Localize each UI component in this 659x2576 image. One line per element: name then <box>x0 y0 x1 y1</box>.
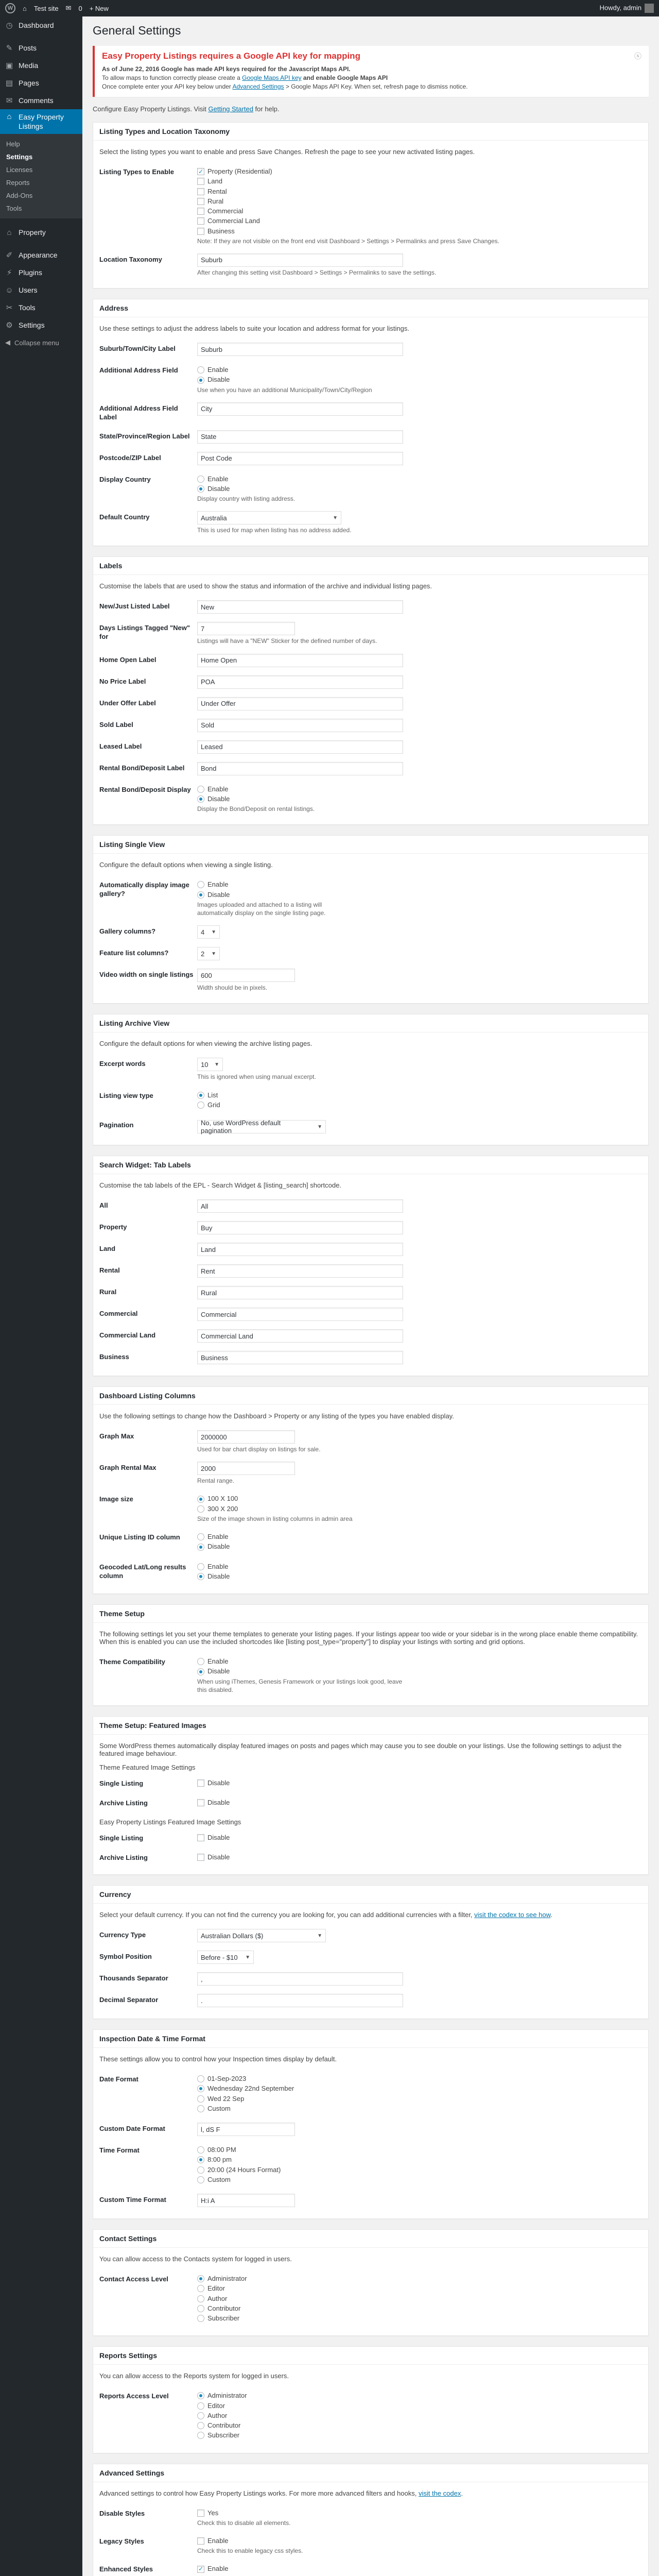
menu-dashboard[interactable] <box>0 16 82 34</box>
menu-label: Media <box>19 61 39 70</box>
wrench-icon: ✂ <box>6 303 13 313</box>
contact-access-radio[interactable]: Administrator <box>197 2275 642 2283</box>
menu-label: Users <box>19 286 38 295</box>
date-format-radio[interactable]: Wed 22 Sep <box>197 2095 642 2103</box>
date-format-radio[interactable]: Wednesday 22nd September <box>197 2084 642 2093</box>
menu-settings[interactable] <box>0 316 82 334</box>
gallery-enable-radio[interactable]: Enable <box>197 880 642 889</box>
section-description: You can allow access to the Contacts system for logged in users. <box>99 2255 292 2263</box>
field-label: Custom Date Format <box>99 2125 165 2133</box>
chevron-down-icon: ▼ <box>214 1061 219 1067</box>
notice-title: Easy Property Listings requires a Google API key for mapping <box>102 51 360 61</box>
section-title: Address <box>93 299 648 317</box>
field-label: Feature list columns? <box>99 949 169 957</box>
menu-easy-property-listings[interactable] <box>0 109 82 134</box>
section-title: Advanced Settings <box>93 2464 648 2482</box>
section-title: Currency <box>93 1886 648 1904</box>
unique-id-enable-radio[interactable]: Enable <box>197 1533 642 1541</box>
section-description: Some WordPress themes automatically display featured images on posts and pages which may cause you to see double on your listings. Use the following settings to adjust the featured image behaviour. <box>99 1742 622 1758</box>
sold-label-input[interactable]: Sold <box>197 719 403 732</box>
wordpress-logo-icon[interactable]: W <box>5 3 15 13</box>
menu-label: Easy Property Listings <box>19 113 64 131</box>
admin-sidebar <box>0 16 82 2576</box>
field-label: Home Open Label <box>99 655 157 664</box>
suburb-label-input[interactable]: Suburb <box>197 343 403 356</box>
chevron-down-icon: ▼ <box>317 1124 322 1130</box>
field-label: Disable Styles <box>99 2509 145 2517</box>
section-title: Listing Archive View <box>93 1014 648 1032</box>
field-hint: Check this to disable all elements. <box>197 2519 291 2527</box>
site-name-link[interactable]: Test site <box>33 4 59 12</box>
reports-access-radio[interactable]: Contributor <box>197 2421 642 2430</box>
field-label: Thousands Separator <box>99 1974 168 1982</box>
display-country-disable-radio[interactable]: Disable <box>197 485 642 493</box>
greeting-text: Howdy, admin <box>599 4 641 12</box>
menu-label: Appearance <box>19 251 58 260</box>
field-label: Rental <box>99 1266 120 1275</box>
menu-appearance[interactable] <box>0 246 82 264</box>
google-api-key-link[interactable]: Google Maps API key <box>242 74 302 81</box>
submenu-reports[interactable]: Reports <box>6 179 30 187</box>
main-content <box>93 16 649 2576</box>
menu-label: Property <box>19 228 46 237</box>
symbol-position-select[interactable]: Before - $10 ▼ <box>197 1951 254 1964</box>
field-label: Single Listing <box>99 1780 144 1788</box>
tab-commercial-input[interactable]: Commercial <box>197 1308 403 1321</box>
field-label: No Price Label <box>99 677 146 685</box>
home-icon: ⌂ <box>7 112 12 121</box>
menu-label: Dashboard <box>19 21 54 29</box>
menu-users[interactable] <box>0 281 82 299</box>
enhanced-styles-checkbox[interactable]: ✓ Enable <box>198 2565 229 2573</box>
field-label: Leased Label <box>99 742 142 750</box>
field-label: Postcode/ZIP Label <box>99 453 161 462</box>
section-title: Theme Setup: Featured Images <box>93 1717 648 1735</box>
admin-bar <box>0 0 659 16</box>
field-label: Under Offer Label <box>99 699 156 707</box>
bond-label-input[interactable]: Bond <box>197 762 403 775</box>
field-label: Currency Type <box>99 1931 146 1939</box>
section-single-view <box>93 835 649 1004</box>
pagination-select[interactable]: No, use WordPress default pagination ▼ <box>197 1120 326 1133</box>
field-label: Automatically display image gallery? <box>99 881 189 898</box>
field-label: Geocoded Lat/Long results column <box>99 1563 186 1580</box>
custom-time-format-input[interactable]: H:i A <box>197 2194 295 2207</box>
field-label: Rental Bond/Deposit Display <box>99 785 191 793</box>
additional-address-disable-radio[interactable]: Disable <box>197 376 642 384</box>
field-label: State/Province/Region Label <box>99 432 190 440</box>
reports-access-radio[interactable]: Administrator <box>197 2392 642 2400</box>
section-theme-setup <box>93 1604 649 1706</box>
time-format-radio[interactable]: 8:00 pm <box>197 2156 642 2164</box>
field-label: Days Listings Tagged "New" for <box>99 624 190 641</box>
currency-type-select[interactable]: Australian Dollars ($) ▼ <box>197 1929 326 1942</box>
gallery-columns-select[interactable]: 4 ▼ <box>197 925 220 939</box>
collapse-label: Collapse menu <box>14 338 59 347</box>
field-label: Sold Label <box>99 720 133 728</box>
menu-tools[interactable] <box>0 299 82 316</box>
field-label: Listing Types to Enable <box>99 168 174 176</box>
type-land-checkbox[interactable]: Land <box>197 177 642 185</box>
date-format-radio[interactable]: Custom <box>197 2105 642 2113</box>
field-hint: This is used for map when listing has no address added. <box>197 527 352 534</box>
field-label: Date Format <box>99 2075 138 2083</box>
decimal-separator-input[interactable]: . <box>197 1994 403 2007</box>
menu-label: Settings <box>19 321 45 330</box>
field-label: Pagination <box>99 1121 134 1129</box>
section-description: Configure the default options for when viewing the archive listing pages. <box>99 1040 313 1048</box>
field-label: Additional Address Field Label <box>99 404 178 421</box>
reports-access-radio[interactable]: Subscriber <box>197 2431 642 2439</box>
avatar <box>645 4 654 13</box>
menu-label: Posts <box>19 44 37 52</box>
type-business-checkbox[interactable]: Business <box>197 227 642 235</box>
bond-display-enable-radio[interactable]: Enable <box>197 785 642 793</box>
chevron-down-icon: ▼ <box>211 929 216 935</box>
section-currency <box>93 1885 649 2019</box>
section-labels <box>93 556 649 825</box>
submenu-add-ons[interactable]: Add-Ons <box>6 192 33 200</box>
field-label: Video width on single listings <box>99 971 194 979</box>
media-icon: ▣ <box>5 61 13 70</box>
field-label: Default Country <box>99 513 150 521</box>
epl-single-disable-checkbox[interactable]: Disable <box>197 1834 642 1842</box>
field-label: Time Format <box>99 2146 140 2155</box>
field-label: Excerpt words <box>99 1060 146 1068</box>
field-label: Suburb/Town/City Label <box>99 345 176 353</box>
plugin-submenu <box>0 134 82 218</box>
excerpt-words-select[interactable]: 10 ▼ <box>197 1058 223 1071</box>
display-country-enable-radio[interactable]: Enable <box>197 475 642 483</box>
chevron-down-icon: ▼ <box>211 951 216 957</box>
plugin-icon: ⚡ <box>6 268 12 278</box>
field-hint: After changing this setting visit Dashboard > Settings > Permalinks to save the settings. <box>197 268 437 276</box>
bond-display-disable-radio[interactable]: Disable <box>197 795 642 803</box>
section-title: Labels <box>93 557 648 575</box>
contact-access-radio[interactable]: Editor <box>197 2284 642 2293</box>
field-label: Display Country <box>99 475 151 483</box>
codex-link[interactable]: visit the codex <box>418 2489 461 2497</box>
graph-rental-max-input[interactable]: 2000 <box>197 1462 295 1475</box>
collapse-icon: ◀ <box>5 338 10 347</box>
contact-access-radio[interactable]: Contributor <box>197 2304 642 2313</box>
gallery-disable-radio[interactable]: Disable <box>197 891 642 899</box>
intro-text: Configure Easy Property Listings. Visit Getting Started for help. <box>93 105 280 113</box>
additional-address-enable-radio[interactable]: Enable <box>197 366 642 374</box>
theme-single-disable-checkbox[interactable]: Disable <box>197 1779 642 1787</box>
image-size-large-radio[interactable]: 300 X 200 <box>197 1505 642 1513</box>
field-label: Legacy Styles <box>99 2537 144 2545</box>
menu-label: Pages <box>19 79 39 87</box>
section-description: These settings allow you to control how your Inspection times display by default. <box>99 2055 337 2063</box>
under-offer-label-input[interactable]: Under Offer <box>197 697 403 710</box>
pin-icon: ✎ <box>6 44 13 53</box>
default-country-select[interactable]: Australia ▼ <box>197 511 341 524</box>
field-label: Rural <box>99 1288 117 1296</box>
comment-icon: ✉ <box>6 96 13 105</box>
advanced-settings-link[interactable]: Advanced Settings <box>232 83 284 90</box>
menu-plugins[interactable] <box>0 264 82 281</box>
custom-date-format-input[interactable]: l, dS F <box>197 2123 295 2136</box>
field-label: Gallery columns? <box>99 927 156 936</box>
chevron-down-icon: ▼ <box>333 515 338 521</box>
section-listing-types <box>93 122 649 289</box>
section-contact-settings <box>93 2229 649 2336</box>
epl-archive-disable-checkbox[interactable]: Disable <box>197 1853 642 1861</box>
field-label: Custom Time Format <box>99 2196 166 2204</box>
section-description: Use the following settings to change how the Dashboard > Property or any listing of the types you have enabled display. <box>99 1412 454 1420</box>
leased-label-input[interactable]: Leased <box>197 740 403 754</box>
field-label: Symbol Position <box>99 1953 152 1961</box>
section-featured-images <box>93 1716 649 1875</box>
section-title: Reports Settings <box>93 2347 648 2365</box>
field-label: Property <box>99 1223 127 1231</box>
home-icon: ⌂ <box>23 4 27 12</box>
section-search-tabs <box>93 1156 649 1376</box>
submenu-tools[interactable]: Tools <box>6 205 22 213</box>
field-label: Location Taxonomy <box>99 255 162 263</box>
disable-styles-checkbox[interactable]: Yes <box>197 2509 642 2517</box>
submenu-licenses[interactable]: Licenses <box>6 166 33 174</box>
field-label: Archive Listing <box>99 1853 148 1861</box>
menu-label: Plugins <box>19 268 42 277</box>
api-key-notice <box>93 46 649 97</box>
new-days-input[interactable]: 7 <box>197 622 295 635</box>
menu-pages[interactable] <box>0 74 82 92</box>
date-format-radio[interactable]: 01-Sep-2023 <box>197 2075 642 2083</box>
tab-rural-input[interactable]: Rural <box>197 1286 403 1299</box>
chevron-down-icon: ▼ <box>245 1954 250 1960</box>
field-hint: Note: If they are not visible on the front end visit Dashboard > Settings > Permalinks and press Save Changes. <box>197 237 499 245</box>
section-title: Listing Single View <box>93 836 648 854</box>
field-label: Single Listing <box>99 1834 144 1842</box>
field-label: Contact Access Level <box>99 2275 168 2283</box>
type-rental-checkbox[interactable]: Rental <box>197 188 642 196</box>
field-label: Graph Rental Max <box>99 1464 157 1472</box>
time-format-radio[interactable]: Custom <box>197 2176 642 2184</box>
state-label-input[interactable]: State <box>197 430 403 444</box>
section-dashboard-columns <box>93 1386 649 1594</box>
view-grid-radio[interactable]: Grid <box>197 1101 642 1109</box>
subheading: Theme Featured Image Settings <box>99 1764 196 1772</box>
menu-comments[interactable] <box>0 92 82 109</box>
section-title: Dashboard Listing Columns <box>93 1387 648 1405</box>
field-label: Enhanced Styles <box>99 2565 153 2573</box>
postcode-label-input[interactable]: Post Code <box>197 452 403 465</box>
field-hint: Check this to enable legacy css styles. <box>197 2547 303 2555</box>
image-size-small-radio[interactable]: 100 X 100 <box>197 1495 642 1503</box>
graph-max-input[interactable]: 2000000 <box>197 1430 295 1444</box>
tab-commercial-land-input[interactable]: Commercial Land <box>197 1329 403 1343</box>
notice-line: Once complete enter your API key below under Advanced Settings > Google Maps API Key. When set, refresh page to dismiss notice. <box>102 83 468 90</box>
field-label: Rental Bond/Deposit Label <box>99 764 185 772</box>
field-hint: Used for bar chart display on listings for sale. <box>197 1446 321 1453</box>
notice-line: As of June 22, 2016 Google has made API keys required for the Javascript Maps API. <box>102 65 351 73</box>
section-archive-view <box>93 1014 649 1145</box>
section-advanced-settings <box>93 2464 649 2576</box>
new-content-link[interactable]: + New <box>89 4 109 12</box>
contact-access-radio[interactable]: Subscriber <box>197 2314 642 2323</box>
account-menu[interactable] <box>600 4 654 13</box>
page-title: General Settings <box>93 24 181 37</box>
type-rural-checkbox[interactable]: Rural <box>197 197 642 206</box>
comments-icon[interactable]: ✉ <box>65 4 72 12</box>
section-title: Contact Settings <box>93 2230 648 2248</box>
field-label: Listing view type <box>99 1091 153 1099</box>
tab-all-input[interactable]: All <box>197 1199 403 1213</box>
getting-started-link[interactable]: Getting Started <box>208 105 253 113</box>
field-label: Unique Listing ID column <box>99 1533 180 1541</box>
field-label: All <box>99 1201 108 1210</box>
submenu-settings[interactable]: Settings <box>6 153 33 161</box>
menu-label: Comments <box>19 96 54 105</box>
field-hint: Rental range. <box>197 1477 235 1485</box>
menu-media[interactable] <box>0 57 82 74</box>
users-icon: ☺ <box>5 285 13 295</box>
field-label: Theme Compatibility <box>99 1658 165 1666</box>
geocoded-disable-radio[interactable]: Disable <box>197 1572 642 1581</box>
contact-access-radio[interactable]: Author <box>197 2295 642 2303</box>
section-description: Customise the tab labels of the EPL - Search Widget & [listing_search] shortcode. <box>99 1181 341 1190</box>
legacy-styles-checkbox[interactable]: Enable <box>197 2537 642 2545</box>
subheading: Easy Property Listings Featured Image Settings <box>99 1818 241 1826</box>
field-hint: Size of the image shown in listing columns in admin area <box>197 1515 353 1522</box>
geocoded-enable-radio[interactable]: Enable <box>197 1563 642 1571</box>
field-label: Decimal Separator <box>99 1996 159 2004</box>
section-title: Listing Types and Location Taxonomy <box>93 123 648 141</box>
section-inspection-format <box>93 2029 649 2219</box>
time-format-radio[interactable]: 08:00 PM <box>197 2146 642 2154</box>
section-address <box>93 299 649 546</box>
unique-id-disable-radio[interactable]: Disable <box>197 1543 642 1551</box>
menu-posts[interactable] <box>0 39 82 57</box>
section-description: Select the listing types you want to enable and press Save Changes. Refresh the page to see your new activated listing pages. <box>99 148 475 156</box>
section-title: Inspection Date & Time Format <box>93 2030 648 2048</box>
brush-icon: ✐ <box>6 251 13 260</box>
theme-compat-disable-radio[interactable]: Disable <box>197 1667 642 1675</box>
field-label: Business <box>99 1353 129 1361</box>
submenu-help[interactable]: Help <box>6 140 20 148</box>
tab-rental-input[interactable]: Rent <box>197 1264 403 1278</box>
field-label: Archive Listing <box>99 1799 148 1807</box>
tab-business-input[interactable]: Business <box>197 1351 403 1364</box>
no-price-label-input[interactable]: POA <box>197 675 403 689</box>
field-hint: When using iThemes, Genesis Framework or your listings look good, leave this disabled. <box>197 1677 403 1693</box>
comments-count[interactable]: 0 <box>78 4 82 12</box>
thousands-separator-input[interactable]: , <box>197 1972 403 1986</box>
codex-link[interactable]: visit the codex to see how <box>474 1911 551 1919</box>
section-description: Configure the default options when viewing a single listing. <box>99 861 273 869</box>
property-icon: ⌂ <box>7 228 12 237</box>
page-icon: ▤ <box>5 79 13 88</box>
field-label: Reports Access Level <box>99 2392 169 2400</box>
field-hint: Images uploaded and attached to a listing will automatically display on the single listing page. <box>197 901 326 917</box>
home-open-label-input[interactable]: Home Open <box>197 654 403 667</box>
type-commercial-land-checkbox[interactable]: Commercial Land <box>197 217 642 225</box>
theme-compat-enable-radio[interactable]: Enable <box>197 1657 642 1666</box>
section-description: Use these settings to adjust the address labels to suite your location and address format for your listings. <box>99 325 409 333</box>
section-title: Theme Setup <box>93 1605 648 1623</box>
time-format-radio[interactable]: 20:00 (24 Hours Format) <box>197 2166 642 2174</box>
field-label: Graph Max <box>99 1432 134 1440</box>
notice-line: To allow maps to function correctly please create a Google Maps API key and enable Google Maps API <box>102 74 388 81</box>
field-hint: Display country with listing address. <box>197 495 296 503</box>
type-commercial-checkbox[interactable]: Commercial <box>197 207 642 215</box>
reports-access-radio[interactable]: Editor <box>197 2402 642 2410</box>
collapse-menu-button[interactable] <box>0 334 82 351</box>
menu-label: Tools <box>19 303 36 312</box>
field-hint: This is ignored when using manual excerpt. <box>197 1073 316 1081</box>
additional-address-label-input[interactable]: City <box>197 402 403 416</box>
tab-land-input[interactable]: Land <box>197 1243 403 1256</box>
field-hint: Width should be in pixels. <box>197 984 268 992</box>
section-description: Advanced settings to control how Easy Property Listings works. For more more advanced filters and hooks, visit the codex. <box>99 2489 463 2497</box>
field-hint: Listings will have a "NEW" Sticker for the defined number of days. <box>197 637 377 645</box>
field-label: Commercial <box>99 1310 138 1318</box>
field-label: Image size <box>99 1495 133 1503</box>
chevron-down-icon: ▼ <box>317 1933 322 1939</box>
section-reports-settings <box>93 2346 649 2453</box>
section-description: Select your default currency. If you can not find the currency you are looking for, you can add additional currencies with a filter, visit the codex to see how. <box>99 1911 552 1919</box>
section-description: The following settings let you set your theme templates to generate your listing pages. If your listings appear too wide or your sidebar is in the wrong place enable theme compatibility. When this is enabled you can use the included shortcodes like [listing post_type="property"] to display your listings with sorting and grid options. <box>99 1630 638 1646</box>
field-label: Additional Address Field <box>99 366 178 375</box>
location-taxonomy-input[interactable]: Suburb <box>197 253 403 267</box>
dashboard-icon: ◷ <box>6 21 13 30</box>
field-hint: Display the Bond/Deposit on rental listings. <box>197 805 315 813</box>
theme-archive-disable-checkbox[interactable]: Disable <box>197 1799 642 1807</box>
section-title: Search Widget: Tab Labels <box>93 1156 648 1174</box>
dismiss-icon[interactable]: ⓧ <box>634 52 641 60</box>
view-list-radio[interactable]: List <box>197 1091 642 1099</box>
field-label: New/Just Listed Label <box>99 602 170 611</box>
field-label: Land <box>99 1245 116 1253</box>
feature-columns-select[interactable]: 2 ▼ <box>197 947 220 960</box>
menu-property[interactable] <box>0 224 82 241</box>
settings-icon: ⚙ <box>6 321 13 330</box>
type-property-checkbox[interactable]: ✓ Property (Residential) <box>198 167 272 175</box>
new-label-input[interactable]: New <box>197 600 403 614</box>
reports-access-radio[interactable]: Author <box>197 2412 642 2420</box>
section-description: You can allow access to the Reports system for logged in users. <box>99 2372 289 2380</box>
section-description: Customise the labels that are used to show the status and information of the archive and individual listing pages. <box>99 582 432 590</box>
field-label: Commercial Land <box>99 1331 156 1340</box>
field-hint: Use when you have an additional Municipality/Town/City/Region <box>197 386 372 394</box>
tab-property-input[interactable]: Buy <box>197 1221 403 1234</box>
video-width-input[interactable]: 600 <box>197 969 295 982</box>
